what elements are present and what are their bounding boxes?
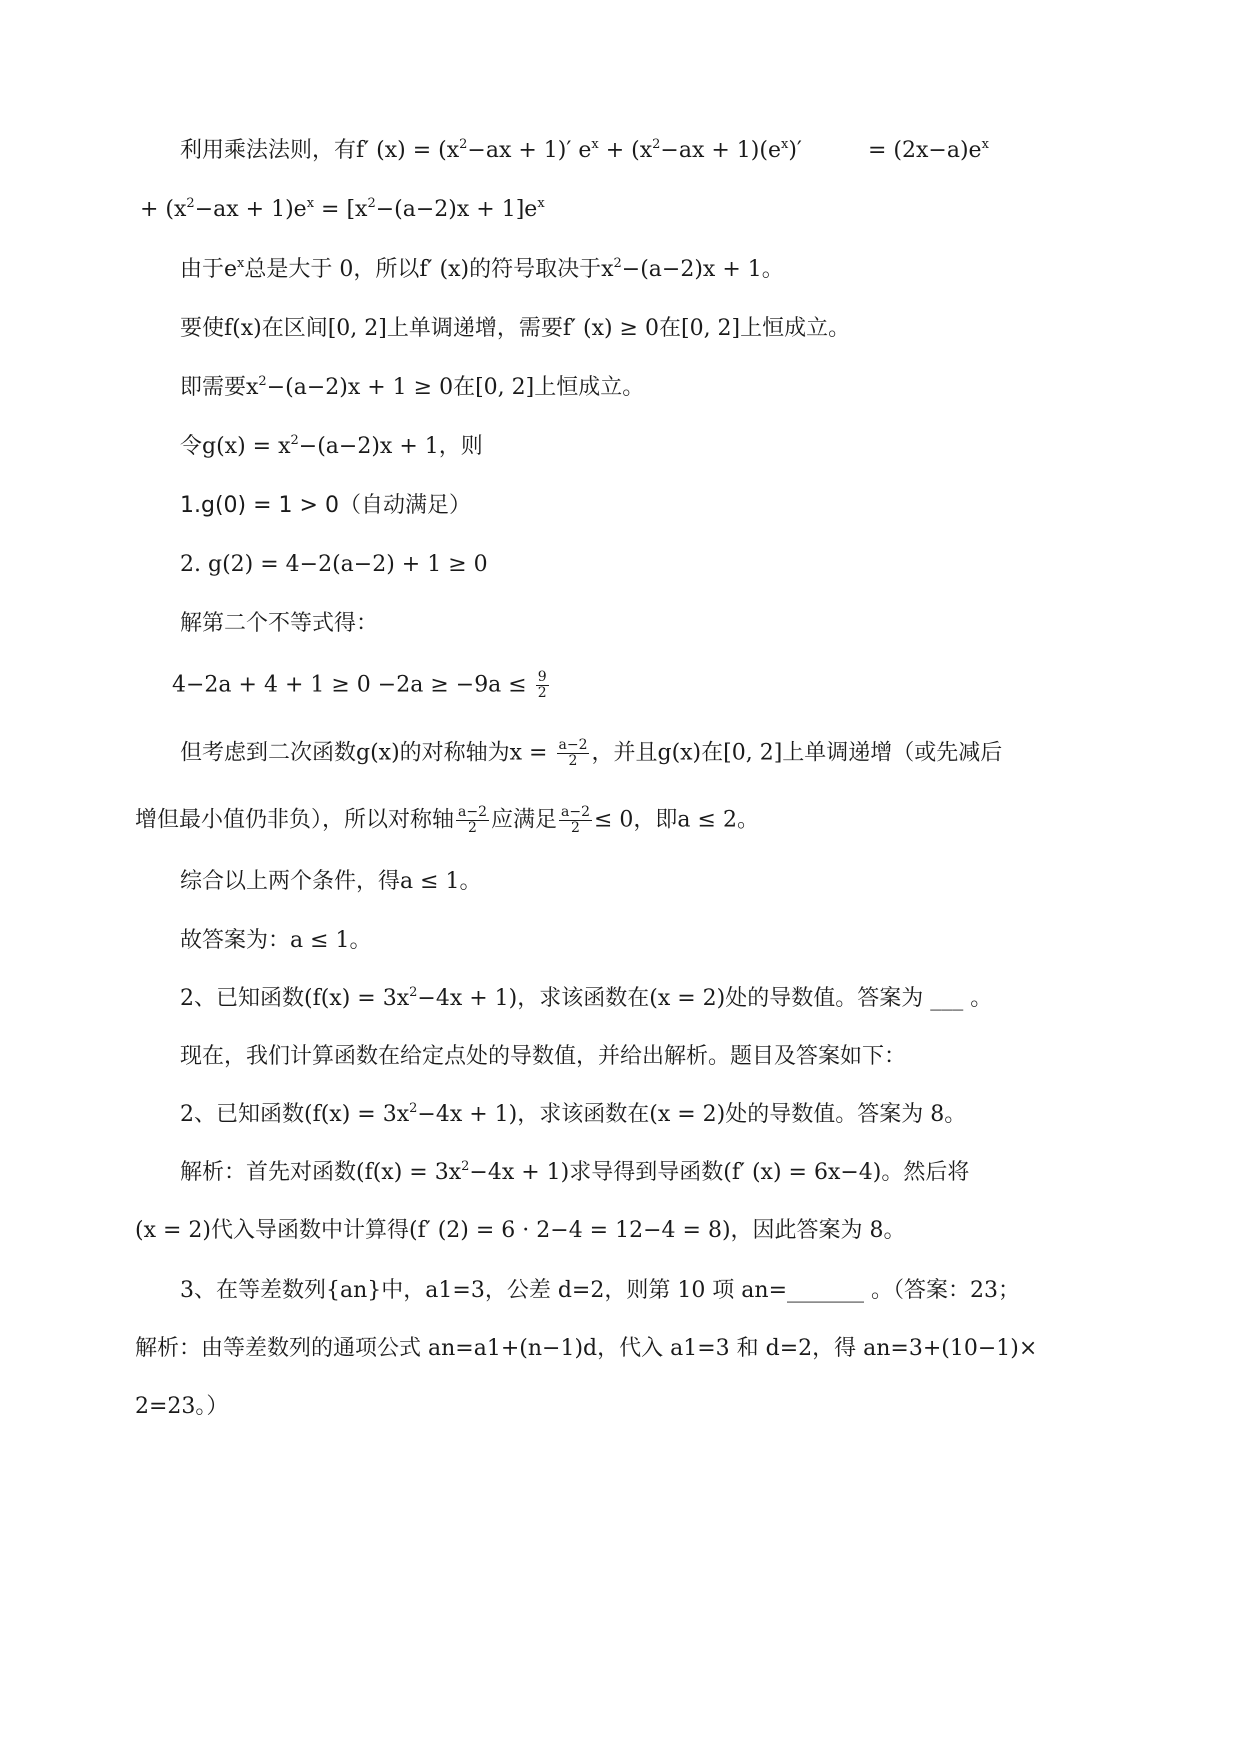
text-line: 2. g(2) = 4−2(a−2) + 1 ≥ 0 — [180, 552, 488, 577]
text-line: 故答案为：a ≤ 1。 — [180, 928, 372, 953]
text-line: 2、已知函数$(f(x) = 3x^2-4x + 1)$，求该函数在(x = 2)处的导数值。答案为 8。 — [180, 1101, 967, 1127]
text-line: 由于$e^x$总是大于 0，所以f′ (x)的符号取决于$x^2-(a-2)x + 1$。 — [180, 256, 784, 282]
text-line: 令$g(x) = x^2-(a-2)x + 1$，则 — [180, 433, 483, 459]
text-line: 综合以上两个条件，得a ≤ 1。 — [180, 869, 482, 894]
text-line: 2=23。） — [135, 1394, 229, 1419]
fraction: $\frac{a-2}{2}$ — [558, 737, 588, 769]
text-line: 解析：由等差数列的通项公式 an=a1+(n−1)d，代入 a1=3 和 d=2，得 an=3+(10−1)× — [135, 1336, 1038, 1361]
fraction: $\frac{a-2}{2}$ — [458, 804, 487, 836]
text-line: 现在，我们计算函数在给定点处的导数值，并给出解析。题目及答案如下： — [180, 1044, 907, 1069]
text-line: 即需要$x^2-(a-2)x + 1 \ge 0$在[0, 2]上恒成立。 — [180, 374, 645, 400]
text-line: 3、在等差数列{an}中，a1=3，公差 d=2，则第 10 项 an=_______ 。（答案：23； — [180, 1278, 1021, 1303]
text-line: + $(x^2-ax + 1)e^x = [x^2-(a-2)x + 1]e^x$ — [140, 196, 545, 222]
text-line: 增但最小值仍非负），所以对称轴 $\frac{a-2}{2}$ 应满足 $\frac{a-2}{2}$ ≤ 0，即a ≤ 2。 — [135, 804, 759, 836]
text-line: 1.g(0) = 1 > 0（自动满足） — [180, 493, 471, 518]
text-line: (x = 2)代入导函数中计算得(f′ (2) = 6 · 2−4 = 12−4 = 8)，因此答案为 8。 — [135, 1218, 906, 1243]
text-line: 2、已知函数$(f(x) = 3x^2-4x + 1)$，求该函数在(x = 2)处的导数值。答案为 ___ 。 — [180, 985, 993, 1011]
fraction: $\frac{9}{2}$ — [537, 669, 547, 701]
text-line: 解第二个不等式得： — [180, 611, 379, 636]
fraction: $\frac{a-2}{2}$ — [561, 804, 590, 836]
text-line: 4−2a + 4 + 1 ≥ 0 −2a ≥ −9a ≤ $\frac{9}{2}$ — [172, 669, 547, 701]
text-line: = $(2x-a)e^x$ — [868, 137, 989, 163]
text-line: 但考虑到二次函数g(x)的对称轴为x = $\frac{a-2}{2}$ ，并且g(x)在[0, 2]上单调递增（或先减后 — [180, 737, 1003, 769]
text-line: 利用乘法法则，有f′ $(x) = (x^2-ax + 1)'$ $e^x + (x^2-ax + 1)(e^x)'$ — [180, 137, 802, 163]
text-line: 解析：首先对函数$(f(x) = 3x^2-4x + 1)$求导得到导函数(f′ (x) = 6x−4)。然后将 — [180, 1159, 970, 1185]
text-line: 要使f(x)在区间[0, 2]上单调递增，需要f′ (x) ≥ 0在[0, 2]上恒成立。 — [180, 316, 851, 341]
